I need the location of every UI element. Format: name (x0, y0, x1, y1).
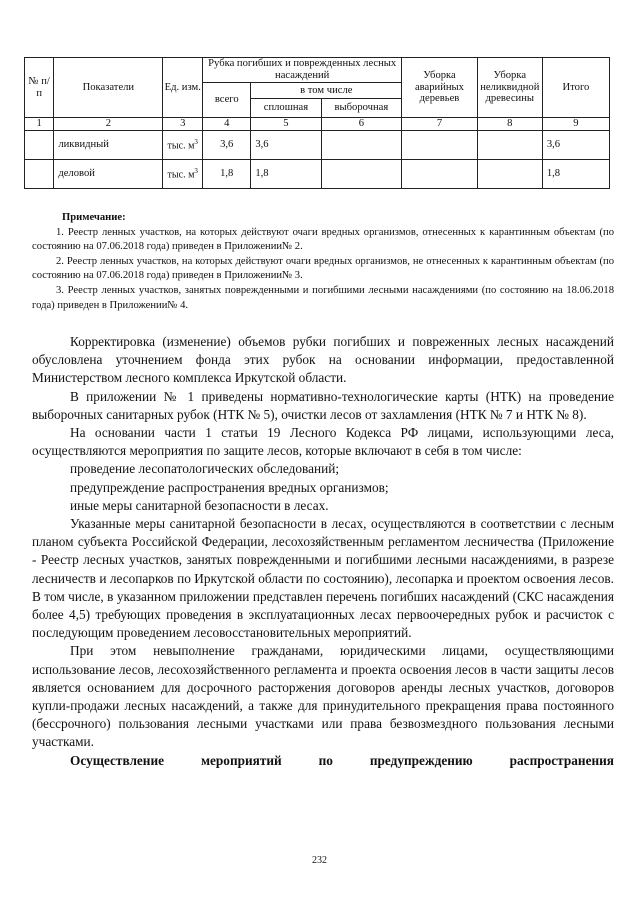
row-unit: тыс. $м^3$ (163, 159, 203, 188)
table-row (25, 130, 610, 159)
section-heading-start: Осуществление мероприятий по предупреждению распространения (70, 752, 614, 768)
row-itogo: 3,6 (542, 130, 609, 159)
col-number: 5 (251, 118, 321, 131)
note-item: 3. Реестр ленных участков, занятых поврежденными и погибшими лесными насаждениями (по состоянию на 18.06.2018 года) приведен в Приложении№ 4. (32, 285, 614, 311)
header-felling-group: Рубка погибших и поврежденных лесных насаждений (203, 58, 402, 83)
paragraph: В приложении № 1 приведены нормативно-технологические карты (НТК) на проведение выборочных санитарных рубок (НТК № 5), очистки лесов от захламления (НТК № 7 и НТК № 8). (32, 388, 614, 422)
row-unit: тыс. $м^3$ (163, 130, 203, 159)
paragraph: Указанные меры санитарной безопасности в лесах, осуществляются в соответствии с лесным планом субъекта Российской Федерации, лесохозяйственным регламентом лесничества (Приложение - Реестр лесных участков, занятых поврежденными и погибшими лесными насаждениями, в разрезе лесничеств и лесопарков по Иркутской области по состоянию), лесопарка и проектом освоения лесов. В том числе, в указанном приложении представлен перечень погибших насаждений (СКС насаждения более 4,5) требующих проведения в эксплуатационных лесах первоочередных рубок и расчисток с последующим проведением лесовосстановительных мероприятий. (32, 516, 614, 641)
header-selective-felling: выборочная (321, 99, 402, 118)
row-name: ликвидный (54, 130, 163, 159)
col-number: 7 (402, 118, 477, 131)
row-emergency (402, 130, 477, 159)
header-including: в том числе (251, 83, 402, 99)
row-emergency (402, 159, 477, 188)
felling-volume-table (24, 57, 610, 189)
col-number: 9 (542, 118, 609, 131)
header-indicator: Показатели (54, 58, 163, 118)
column-number-row (25, 118, 610, 131)
row-num (25, 159, 54, 188)
header-unit: Ед. изм. (163, 58, 203, 118)
row-nonliquid (477, 159, 542, 188)
col-number: 3 (163, 118, 203, 131)
body-text (32, 333, 614, 770)
note-item: 1. Реестр ленных участков, на которых действуют очаги вредных организмов, отнесенных к карантинным объектам (по состоянию на 07.06.2018 года) приведен в Приложении№ 2. (32, 226, 614, 253)
notes-block (32, 211, 614, 313)
note-item: 2. Реестр ленных участков, на которых действуют очаги вредных организмов, не отнесенных к карантинным объектам (по состоянию на 07.06.2018 года) приведен в Приложении№ 3. (32, 255, 614, 282)
col-number: 8 (477, 118, 542, 131)
notes-heading: Примечание: (62, 212, 126, 223)
row-selective (321, 130, 402, 159)
col-number: 1 (25, 118, 54, 131)
row-num (25, 130, 54, 159)
row-name: деловой (54, 159, 163, 188)
row-itogo: 1,8 (542, 159, 609, 188)
header-num: № п/п (25, 58, 54, 118)
list-item: проведение лесопатологических обследований; (70, 461, 340, 477)
table-row (25, 159, 610, 188)
list-item: иные меры санитарной безопасности в лесах. (70, 497, 329, 513)
list-item: предупреждение распространения вредных организмов; (70, 479, 389, 495)
row-clear: 3,6 (251, 130, 321, 159)
header-clear-felling: сплошная (251, 99, 321, 118)
header-nonliquid-wood: Уборка неликвидной древесины (477, 58, 542, 118)
page-number: 232 (312, 855, 327, 866)
col-number: 2 (54, 118, 163, 131)
row-nonliquid (477, 130, 542, 159)
row-total: 3,6 (203, 130, 251, 159)
paragraph: На основании части 1 статьи 19 Лесного Кодекса РФ лицами, использующими леса, осуществляются мероприятия по защите лесов, которые включают в себя в том числе: (32, 425, 614, 459)
header-itogo: Итого (542, 58, 609, 118)
row-clear: 1,8 (251, 159, 321, 188)
row-total: 1,8 (203, 159, 251, 188)
paragraph: Корректировка (изменение) объемов рубки погибших и повреженных лесных насаждений обусловлена уточнением фонда этих рубок на основании информации, предоставленной Министерством лесного комплекса Иркутской области. (32, 334, 614, 386)
header-emergency-trees: Уборка аварийных деревьев (402, 58, 477, 118)
paragraph: При этом невыполнение гражданами, юридическими лицами, осуществляющими использование лесов, лесохозяйственного регламента и проекта освоения лесов в части защиты лесов является основанием для досрочного расторжения договоров аренды лесных участков, договоров купли-продажи лесных насаждений, а также для принудительного прекращения права постоянного (бессрочного) пользования лесными участками или права безвозмездного пользования лесными участками. (32, 643, 614, 750)
col-number: 4 (203, 118, 251, 131)
col-number: 6 (321, 118, 402, 131)
row-selective (321, 159, 402, 188)
header-total-felling: всего (203, 83, 251, 118)
